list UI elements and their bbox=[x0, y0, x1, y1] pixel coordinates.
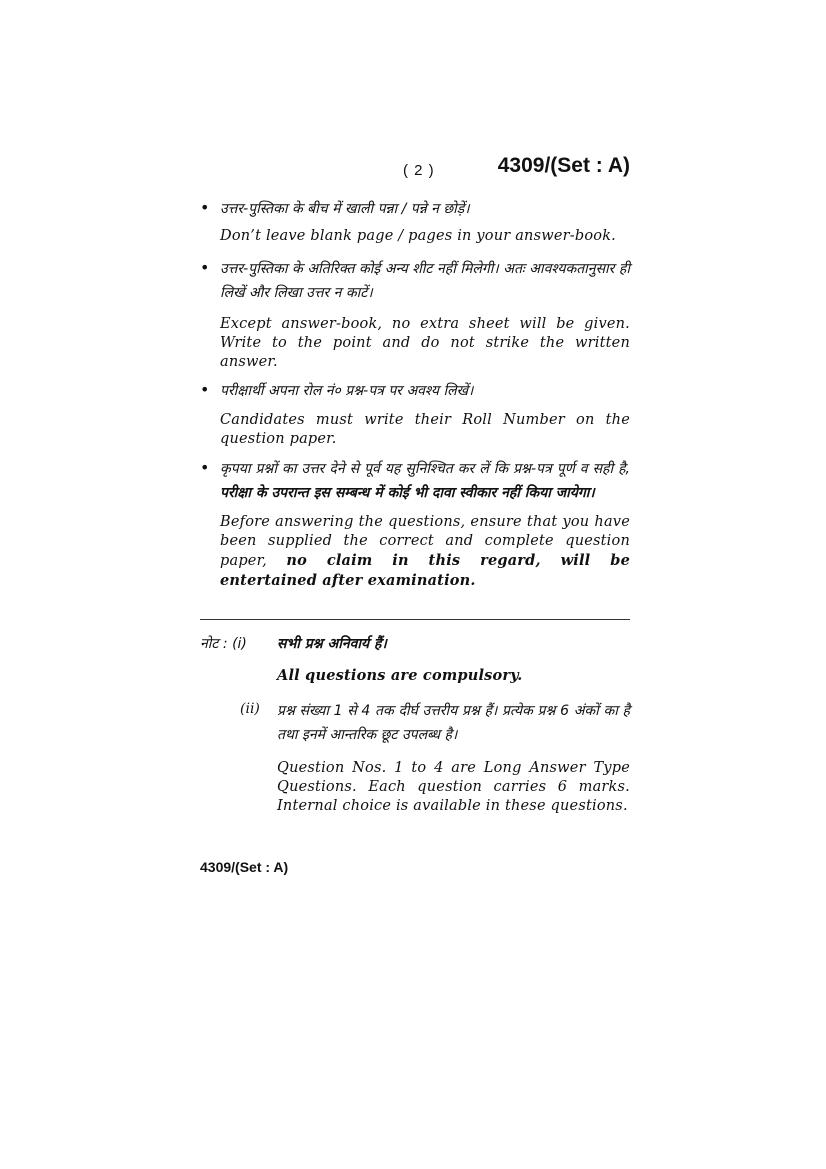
instruction-item bbox=[200, 457, 630, 591]
note-ii-english: Question Nos. 1 to 4 are Long Answer Type Questions. Each question carries 6 marks. Internal choice is available in these questions. bbox=[277, 760, 630, 814]
instruction-hindi bbox=[220, 457, 630, 505]
page-header bbox=[200, 154, 630, 184]
divider-line bbox=[200, 619, 630, 620]
bullet-icon: • bbox=[200, 198, 210, 217]
paper-code: 4309/(Set : A) bbox=[497, 154, 630, 177]
footer-paper-code: 4309/(Set : A) bbox=[200, 859, 289, 875]
bullet-icon: • bbox=[200, 380, 210, 399]
instruction-item bbox=[200, 197, 630, 246]
note-section bbox=[200, 632, 630, 816]
page-number: ( 2 ) bbox=[403, 162, 435, 179]
instruction-item bbox=[200, 379, 630, 449]
instruction-item bbox=[200, 257, 630, 372]
instruction-english: Except answer-book, no extra sheet will be given. Write to the point and do not strike the written answer. bbox=[220, 316, 630, 370]
instruction-hindi-text: कृपया प्रश्नों का उत्तर देने से पूर्व यह सुनिश्चित कर लें कि प्रश्न-पत्र पूर्ण व सही है, bbox=[220, 461, 630, 477]
instruction-english bbox=[200, 513, 630, 591]
note-label: नोट : (i) bbox=[200, 636, 247, 652]
instruction-english: Don’t leave blank page / pages in your answer-book. bbox=[220, 228, 616, 244]
note-ii-hindi: प्रश्न संख्या 1 से 4 तक दीर्घ उत्तरीय प्रश्न हैं। प्रत्येक प्रश्न 6 अंकों का है तथा इनमें आन्तरिक छूट उपलब्ध है। bbox=[277, 703, 630, 743]
instruction-english-text: Before answering the questions, ensure that you have been supplied the correct and complete question paper, bbox=[220, 514, 630, 569]
instruction-hindi: उत्तर-पुस्तिका के बीच में खाली पन्ना / पन्ने न छोड़ें। bbox=[220, 201, 470, 217]
instruction-hindi: उत्तर-पुस्तिका के अतिरिक्त कोई अन्य शीट नहीं मिलेगी। अतः आवश्यकतानुसार ही लिखें और लिखा उत्तर न काटें। bbox=[220, 261, 630, 301]
instruction-english-bold: no claim in this regard, will be entertained after examination. bbox=[220, 552, 631, 589]
note-i-hindi: सभी प्रश्न अनिवार्य हैं। bbox=[277, 636, 387, 652]
note-ii-label: (ii) bbox=[240, 701, 260, 717]
bullet-icon: • bbox=[200, 458, 210, 477]
instruction-english: Candidates must write their Roll Number on the question paper. bbox=[220, 412, 630, 447]
instruction-hindi: परीक्षार्थी अपना रोल नं० प्रश्न-पत्र पर अवश्य लिखें। bbox=[220, 383, 474, 399]
bullet-icon: • bbox=[200, 258, 210, 277]
instruction-hindi-bold: परीक्षा के उपरान्त इस सम्बन्ध में कोई भी दावा स्वीकार नहीं किया जायेगा। bbox=[220, 485, 595, 501]
note-i-english: All questions are compulsory. bbox=[277, 667, 523, 684]
